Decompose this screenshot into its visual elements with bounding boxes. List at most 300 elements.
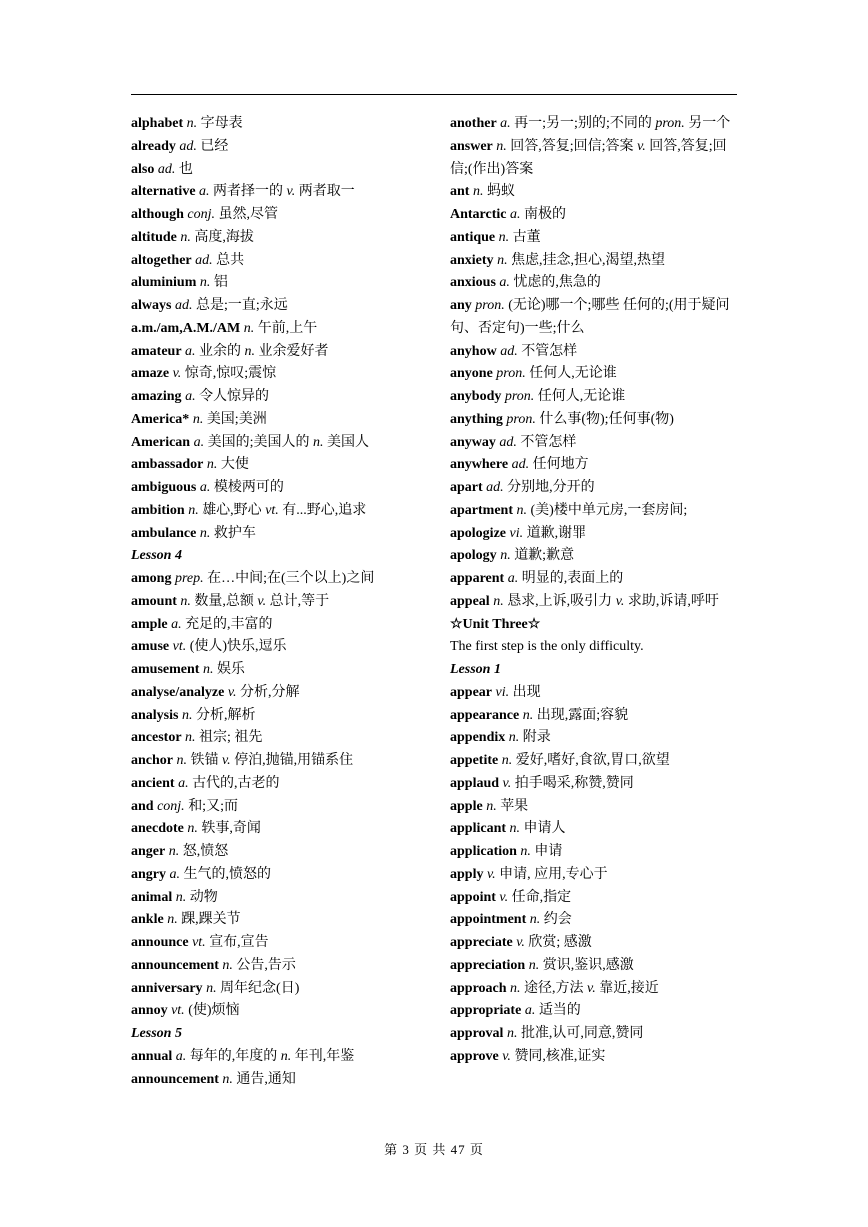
entry-meaning: 怒,愤怒 [182, 844, 229, 859]
entry-meaning: 通告,通知 [236, 1071, 296, 1087]
vocab-entry [131, 500, 417, 523]
entry-meaning: 娱乐 [216, 662, 245, 677]
entry-word: appreciate [450, 935, 513, 950]
part-of-speech: prep. [174, 571, 204, 586]
entry-meaning: 动物 [189, 889, 218, 905]
entry-word: analyse/analyze [131, 684, 225, 700]
part-of-speech: n. [188, 502, 199, 518]
part-of-speech: a. [199, 184, 210, 200]
entry-word: apartment [450, 502, 513, 518]
entry-meaning: 雄心,野心 [202, 502, 262, 518]
part-of-speech: pron. [506, 411, 536, 427]
part-of-speech: pron. [496, 366, 526, 382]
part-of-speech: v. [516, 935, 525, 950]
entry-meaning: 停泊,抛锚,用锚系住 [234, 753, 354, 768]
part-of-speech: n. [280, 1048, 292, 1064]
entry-meaning: 祖宗; 祖先 [199, 730, 263, 746]
entry-word: announce [131, 935, 189, 950]
entry-word: amount [131, 593, 177, 609]
vocab-entry [450, 568, 742, 591]
part-of-speech: ad. [486, 480, 504, 495]
entry-word: apology [450, 548, 497, 564]
entry-meaning: (无论)哪一个;哪些 任何的;(用于疑问句、否定句)一些;什么 [450, 298, 730, 336]
vocab-entry [450, 932, 742, 955]
entry-meaning: 总是;一直;永远 [195, 298, 288, 313]
part-of-speech: n. [185, 730, 196, 746]
vocab-entry [131, 250, 417, 273]
entry-meaning: 两者取一 [298, 184, 355, 200]
part-of-speech: vi. [509, 525, 524, 541]
entry-meaning: 附录 [522, 730, 551, 746]
entry-meaning: 欣赏; 感激 [528, 935, 592, 950]
right-column [450, 113, 742, 1069]
vocab-entry [131, 909, 417, 932]
part-of-speech: n. [187, 821, 198, 837]
part-of-speech: pron. [504, 389, 535, 404]
part-of-speech: a. [510, 207, 521, 222]
entry-meaning: 拍手喝采,称赞,赞同 [514, 775, 634, 791]
page-footer: 第 3 页 共 47 页 [384, 1142, 484, 1157]
part-of-speech: vt. [171, 1003, 185, 1019]
entry-meaning: 焦虑,挂念,担心,渴望,热望 [511, 252, 666, 268]
entry-meaning: 铝 [213, 275, 228, 291]
part-of-speech: n. [181, 707, 193, 723]
entry-word: among [131, 571, 172, 586]
part-of-speech: n. [180, 229, 191, 245]
entry-word: ancient [131, 775, 175, 791]
entry-word: and [131, 798, 154, 814]
entry-meaning: 有...野心,追求 [282, 502, 367, 518]
entry-meaning: 适当的 [538, 1003, 581, 1019]
part-of-speech: v. [486, 866, 496, 882]
part-of-speech: v. [502, 775, 512, 791]
lesson-heading: Lesson 1 [450, 662, 501, 677]
vocab-entry [131, 932, 417, 955]
part-of-speech: ad. [195, 252, 213, 268]
part-of-speech: ad. [500, 343, 518, 359]
part-of-speech: n. [510, 980, 521, 996]
entry-meaning: 美国;美洲 [206, 411, 267, 427]
vocab-entry [450, 272, 742, 295]
entry-word: anything [450, 411, 503, 427]
vocab-entry [131, 272, 417, 295]
entry-word: anyone [450, 366, 493, 382]
vocab-entry [450, 591, 742, 614]
entry-word: American [131, 434, 191, 450]
entry-word: angry [131, 866, 166, 882]
part-of-speech: pron. [475, 298, 505, 313]
entry-word: appointment [450, 912, 527, 928]
entry-meaning: 不管怎样 [520, 434, 577, 450]
entry-meaning: 爱好,嗜好,食欲,胃口,欲望 [515, 753, 670, 768]
part-of-speech: n. [180, 593, 191, 609]
part-of-speech: ad. [174, 298, 193, 313]
entry-word: application [450, 844, 517, 859]
entry-word: approve [450, 1048, 499, 1064]
entry-word: anxiety [450, 252, 494, 268]
entry-meaning: 分析,分解 [240, 684, 300, 700]
part-of-speech: n. [243, 320, 255, 336]
part-of-speech: v. [637, 138, 646, 154]
part-of-speech: v. [587, 980, 596, 996]
entry-meaning: 忧虑的,焦急的 [513, 275, 601, 291]
entry-word: America* [131, 411, 190, 427]
vocab-entry [131, 659, 417, 682]
part-of-speech: n. [486, 798, 497, 814]
entry-meaning: 数量,总额 [194, 593, 254, 609]
vocab-entry [131, 409, 417, 432]
entry-word: another [450, 116, 497, 131]
entry-meaning: 也 [178, 161, 193, 177]
part-of-speech: ad. [511, 457, 530, 473]
entry-word: appetite [450, 753, 499, 768]
entry-meaning: 途径,方法 [524, 980, 584, 996]
entry-word: altitude [131, 229, 177, 245]
entry-meaning: 周年纪念(日) [220, 980, 300, 996]
vocab-entry [131, 955, 417, 978]
vocab-entry [450, 909, 742, 932]
vocab-entry [450, 750, 742, 773]
part-of-speech: n. [496, 138, 507, 154]
vocab-entry [450, 227, 742, 250]
part-of-speech: n. [506, 1026, 518, 1041]
entry-meaning: 什么事(物);任何事(物) [539, 411, 674, 427]
vocab-entry [450, 409, 742, 432]
header-rule [131, 94, 737, 95]
vocab-entry [450, 1023, 742, 1046]
part-of-speech: ad. [499, 434, 517, 450]
entry-meaning: 出现,露面;容貌 [536, 707, 629, 723]
part-of-speech: vi. [495, 684, 510, 700]
part-of-speech: n. [529, 912, 541, 928]
entry-meaning: 分别地,分开的 [507, 480, 595, 495]
entry-meaning: 恳求,上诉,吸引力 [507, 593, 613, 609]
vocab-entry [450, 295, 742, 341]
left-column [131, 113, 417, 1091]
entry-meaning: 业余的 [199, 343, 242, 359]
entry-word: ambiguous [131, 480, 197, 495]
part-of-speech: a. [185, 343, 196, 359]
entry-word: amaze [131, 366, 170, 382]
vocab-entry [450, 1000, 742, 1023]
part-of-speech: n. [176, 753, 187, 768]
entry-meaning: 两者择一的 [213, 184, 284, 200]
entry-meaning: 公告,告示 [236, 957, 296, 973]
part-of-speech: n. [175, 889, 187, 905]
part-of-speech: v. [286, 184, 296, 200]
entry-word: animal [131, 889, 173, 905]
part-of-speech: a. [199, 480, 211, 495]
vocab-entry [131, 432, 417, 455]
vocab-entry [131, 705, 417, 728]
vocab-entry [131, 818, 417, 841]
entry-word: annoy [131, 1003, 168, 1019]
entry-meaning: 古董 [512, 229, 541, 245]
part-of-speech: n. [244, 343, 256, 359]
entry-meaning: 生气的,愤怒的 [183, 866, 271, 882]
vocab-entry [131, 568, 417, 591]
entry-word: any [450, 298, 472, 313]
entry-word: alternative [131, 184, 196, 200]
entry-word: amuse [131, 639, 170, 655]
vocab-entry [450, 454, 742, 477]
entry-meaning: 回答,答复;回信;(作出)答案 [450, 138, 727, 177]
vocab-entry [450, 136, 742, 182]
entry-meaning: 模棱两可的 [213, 480, 284, 495]
entry-meaning: 道歉,谢罪 [526, 525, 587, 541]
vocab-entry [450, 181, 742, 204]
vocab-entry [450, 727, 742, 750]
vocab-entry [131, 204, 417, 227]
vocab-entry [450, 113, 742, 136]
entry-word: ambition [131, 502, 185, 518]
entry-meaning: 和;又;而 [188, 798, 238, 814]
entry-meaning: 申请人 [523, 821, 566, 837]
part-of-speech: n. [509, 821, 521, 837]
vocab-entry [450, 818, 742, 841]
entry-word: appropriate [450, 1003, 522, 1019]
entry-meaning: 任何人,无论谁 [529, 366, 617, 382]
vocab-entry [450, 955, 742, 978]
part-of-speech: vt. [265, 502, 279, 518]
vocab-entry [450, 523, 742, 546]
entry-word: also [131, 161, 155, 177]
part-of-speech: n. [312, 434, 324, 450]
part-of-speech: n. [508, 730, 520, 746]
part-of-speech: a. [507, 571, 519, 586]
part-of-speech: a. [175, 1048, 187, 1064]
entry-word: aluminium [131, 275, 197, 291]
lesson-heading: Lesson 4 [131, 548, 182, 564]
entry-meaning: (使)烦恼 [188, 1003, 240, 1019]
entry-meaning: 分析,解析 [195, 707, 256, 723]
entry-word: announcement [131, 1071, 219, 1087]
vocab-entry [131, 113, 417, 136]
entry-word: appear [450, 684, 492, 700]
vocab-entry [131, 796, 417, 819]
part-of-speech: v. [172, 366, 182, 382]
vocab-entry [131, 636, 417, 659]
vocab-entry [131, 978, 417, 1001]
vocab-entry [131, 159, 417, 182]
vocab-entry [131, 454, 417, 477]
vocab-entry [131, 523, 417, 546]
entry-word: antique [450, 229, 496, 245]
entry-word: annual [131, 1048, 173, 1064]
lesson-heading: Lesson 5 [131, 1026, 182, 1041]
entry-word: anywhere [450, 457, 509, 473]
part-of-speech: a. [499, 275, 510, 291]
part-of-speech: n. [186, 116, 198, 131]
vocab-entry [131, 682, 417, 705]
entry-word: ambulance [131, 525, 197, 541]
part-of-speech: a. [169, 866, 180, 882]
part-of-speech: n. [199, 525, 211, 541]
entry-word: a.m./am,A.M./AM [131, 320, 241, 336]
part-of-speech: n. [498, 229, 510, 245]
vocab-entry [131, 864, 417, 887]
part-of-speech: n. [520, 844, 531, 859]
entry-meaning: 宣布,宣告 [209, 935, 269, 950]
entry-word: appreciation [450, 957, 526, 973]
vocab-entry [450, 363, 742, 386]
entry-meaning: 已经 [200, 138, 229, 154]
entry-meaning: 求助,诉请,呼吁 [627, 593, 719, 609]
vocab-entry [131, 887, 417, 910]
vocab-entry [131, 181, 417, 204]
entry-word: approval [450, 1026, 504, 1041]
vocab-entry [131, 386, 417, 409]
entry-meaning: 字母表 [200, 116, 243, 131]
entry-word: answer [450, 138, 493, 154]
vocab-entry [131, 1046, 417, 1069]
entry-meaning: 午前,上午 [257, 320, 318, 336]
part-of-speech: v. [227, 684, 237, 700]
entry-word: anger [131, 844, 166, 859]
part-of-speech: n. [501, 753, 513, 768]
unit-heading: ☆Unit Three☆ [450, 616, 541, 632]
vocab-entry [131, 591, 417, 614]
part-of-speech: n. [206, 457, 218, 473]
entry-word: anyhow [450, 343, 497, 359]
entry-meaning: 再一;另一;别的;不同的 [514, 116, 652, 131]
entry-meaning: 明显的,表面上的 [521, 571, 624, 586]
entry-word: apart [450, 480, 483, 495]
entry-meaning: 约会 [543, 912, 572, 928]
vocab-entry [450, 386, 742, 409]
vocab-entry [131, 477, 417, 500]
entry-meaning: 批准,认可,同意,赞同 [520, 1026, 644, 1041]
entry-meaning: 轶事,奇闻 [201, 821, 261, 837]
vocab-entry [131, 318, 417, 341]
entry-word: although [131, 207, 184, 222]
part-of-speech: n. [222, 957, 233, 973]
part-of-speech: pron. [655, 116, 685, 131]
part-of-speech: a. [178, 775, 189, 791]
entry-meaning: 每年的,年度的 [189, 1048, 278, 1064]
entry-word: ant [450, 184, 470, 200]
vocab-entry [131, 227, 417, 250]
part-of-speech: ad. [157, 161, 176, 177]
entry-word: anxious [450, 275, 496, 291]
entry-word: Antarctic [450, 207, 507, 222]
entry-word: amusement [131, 662, 200, 677]
entry-word: applaud [450, 775, 500, 791]
vocab-entry [450, 1046, 742, 1069]
vocab-entry [131, 295, 417, 318]
entry-meaning: 铁锚 [190, 753, 219, 768]
entry-word: approach [450, 980, 507, 996]
vocab-entry [450, 796, 742, 819]
vocab-entry [131, 363, 417, 386]
vocab-entry [131, 750, 417, 773]
entry-meaning: 任何地方 [532, 457, 589, 473]
part-of-speech: n. [199, 275, 211, 291]
part-of-speech: n. [516, 502, 527, 518]
entry-meaning: 总共 [216, 252, 245, 268]
entry-word: announcement [131, 957, 219, 973]
part-of-speech: n. [168, 844, 180, 859]
entry-meaning: 令人惊异的 [199, 389, 270, 404]
entry-meaning: 在…中间;在(三个以上)之间 [207, 571, 375, 586]
entry-word: appoint [450, 889, 496, 905]
entry-meaning: 踝,踝关节 [181, 912, 241, 928]
part-of-speech: v. [257, 593, 267, 609]
entry-word: apologize [450, 525, 506, 541]
entry-word: appearance [450, 707, 520, 723]
entry-meaning: 美国的;美国人的 [207, 434, 310, 450]
vocab-entry [450, 204, 742, 227]
vocab-entry [450, 773, 742, 796]
entry-word: amazing [131, 389, 182, 404]
entry-word: ankle [131, 912, 164, 928]
part-of-speech: a. [524, 1003, 536, 1019]
vocab-entry [131, 727, 417, 750]
entry-meaning: 惊奇,惊叹;震惊 [184, 366, 277, 382]
part-of-speech: n. [472, 184, 484, 200]
entry-meaning: 业余爱好者 [258, 343, 329, 359]
part-of-speech: n. [206, 980, 217, 996]
vocab-entry [131, 1069, 417, 1092]
part-of-speech: v. [222, 753, 231, 768]
part-of-speech: a. [171, 616, 182, 632]
entry-word: apple [450, 798, 483, 814]
vocab-entry [131, 614, 417, 637]
entry-meaning: 虽然,尽管 [218, 207, 279, 222]
part-of-speech: a. [185, 389, 196, 404]
entry-meaning: 任命,指定 [511, 889, 572, 905]
part-of-speech: n. [222, 1071, 233, 1087]
part-of-speech: conj. [187, 207, 216, 222]
vocab-entry [131, 773, 417, 796]
vocab-entry [450, 978, 742, 1001]
entry-word: always [131, 298, 172, 313]
part-of-speech: n. [522, 707, 534, 723]
entry-word: amateur [131, 343, 182, 359]
vocab-entry [450, 477, 742, 500]
entry-meaning: 靠近,接近 [599, 980, 659, 996]
vocab-entry [450, 705, 742, 728]
entry-meaning: 古代的,古老的 [192, 775, 280, 791]
part-of-speech: a. [193, 434, 205, 450]
entry-meaning: 不管怎样 [521, 343, 578, 359]
entry-word: anniversary [131, 980, 203, 996]
vocab-entry [450, 432, 742, 455]
part-of-speech: vt. [172, 639, 187, 655]
entry-meaning: 回答,答复;回信;答案 [510, 138, 634, 154]
entry-meaning: (美)楼中单元房,一套房间; [530, 502, 688, 518]
entry-word: appendix [450, 730, 506, 746]
entry-word: altogether [131, 252, 192, 268]
entry-word: analysis [131, 707, 179, 723]
part-of-speech: n. [528, 957, 540, 973]
entry-meaning: 总计,等于 [269, 593, 330, 609]
entry-word: anchor [131, 753, 173, 768]
part-of-speech: ad. [179, 138, 197, 154]
vocab-entry [450, 864, 742, 887]
vocab-entry [131, 841, 417, 864]
entry-meaning: (使人)快乐,逗乐 [189, 639, 287, 655]
entry-meaning: 申请 [534, 844, 563, 859]
entry-word: appeal [450, 593, 490, 609]
part-of-speech: n. [167, 912, 178, 928]
part-of-speech: a. [500, 116, 511, 131]
entry-meaning: 蚂蚁 [486, 184, 515, 200]
entry-meaning: 充足的,丰富的 [185, 616, 273, 632]
entry-word: already [131, 138, 176, 154]
entry-meaning: 高度,海拔 [194, 229, 254, 245]
entry-word: anyway [450, 434, 496, 450]
